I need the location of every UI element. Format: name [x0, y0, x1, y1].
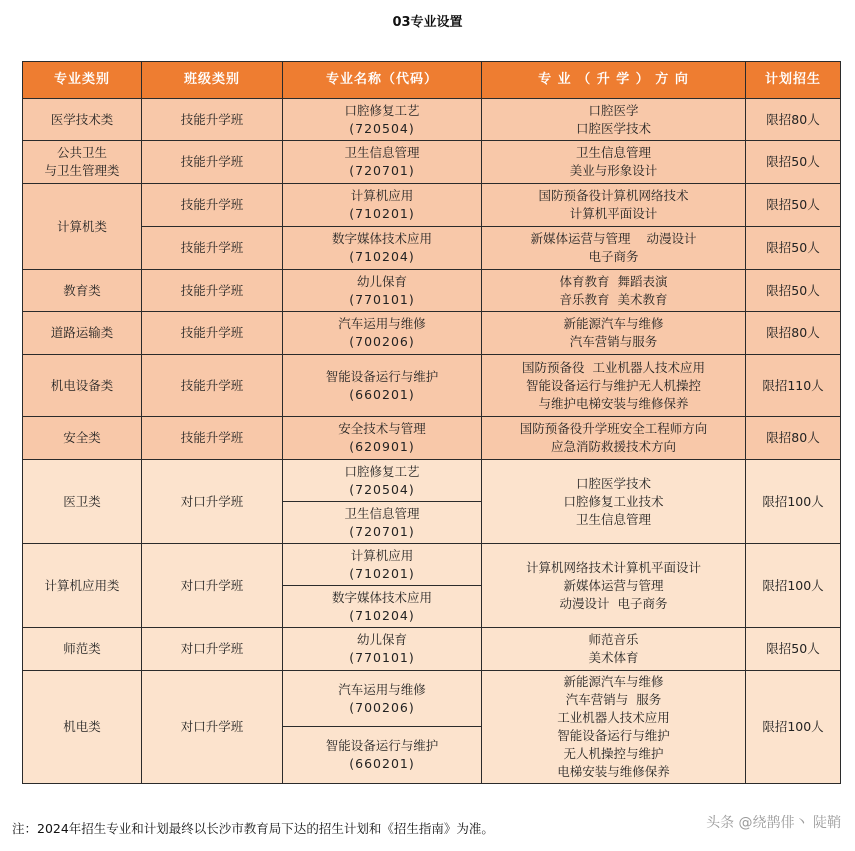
major-cell	[283, 544, 482, 586]
direction-cell	[482, 355, 746, 417]
major-code: (710204)	[349, 607, 415, 623]
plan-cell: 限招80人	[746, 99, 841, 141]
plan-cell: 限招50人	[746, 227, 841, 270]
category-cell: 教育类	[23, 270, 142, 312]
major-cell	[283, 227, 482, 270]
major-name: 卫生信息管理	[344, 505, 420, 521]
table-row	[23, 417, 841, 460]
category-cell: 计算机应用类	[23, 544, 142, 628]
major-cell	[283, 99, 482, 141]
class-cell: 技能升学班	[142, 312, 283, 355]
class-cell: 技能升学班	[142, 417, 283, 460]
direction-line: 电梯安装与维修保养	[557, 764, 670, 779]
major-cell	[283, 355, 482, 417]
major-name: 汽车运用与维修	[338, 316, 426, 331]
direction-cell	[482, 99, 746, 141]
plan-cell: 限招100人	[746, 460, 841, 544]
header-category: 专业类别	[23, 62, 142, 99]
major-cell	[283, 312, 482, 355]
major-code: (710204)	[349, 249, 415, 264]
major-cell	[283, 417, 482, 460]
direction-line: 国防预备役升学班安全工程师方向	[519, 421, 708, 436]
plan-cell: 限招80人	[746, 417, 841, 460]
category-cell: 机电类	[23, 671, 142, 784]
major-code: (710201)	[349, 206, 415, 221]
major-name: 数字媒体技术应用	[331, 231, 432, 246]
major-code: (770101)	[349, 650, 415, 665]
direction-line: 智能设备运行与维护无人机操控	[525, 377, 701, 393]
direction-line: 计算机平面设计	[569, 206, 658, 221]
major-cell	[283, 270, 482, 312]
major-cell	[283, 586, 482, 628]
major-name: 安全技术与管理	[338, 421, 426, 436]
direction-line: 新媒体运营与管理	[563, 577, 664, 593]
header-direction: 专 业 （ 升 学 ） 方 向	[482, 62, 746, 99]
plan-cell: 限招80人	[746, 312, 841, 355]
category-cell: 道路运输类	[23, 312, 142, 355]
plan-cell: 限招50人	[746, 628, 841, 671]
direction-line: 美术体育	[588, 650, 639, 665]
major-name: 幼儿保育	[356, 632, 407, 647]
table-row	[23, 544, 841, 586]
major-cell	[283, 141, 482, 184]
direction-cell	[482, 417, 746, 460]
header-class: 班级类别	[142, 62, 283, 99]
plan-cell: 限招100人	[746, 544, 841, 628]
table-row	[23, 460, 841, 502]
direction-cell	[482, 227, 746, 270]
major-code: (620901)	[349, 439, 415, 454]
major-name: 幼儿保育	[356, 273, 407, 289]
header-major: 专业名称（代码）	[283, 62, 482, 99]
direction-line: 国防预备役计算机网络技术	[538, 188, 689, 203]
footnote: 注：2024年招生专业和计划最终以长沙市教育局下达的招生计划和《招生指南》为准。	[12, 821, 494, 836]
table-row	[23, 99, 841, 141]
plan-cell: 限招50人	[746, 141, 841, 184]
direction-cell	[482, 312, 746, 355]
table-row	[23, 628, 841, 671]
direction-line: 汽车营销与服务	[569, 334, 658, 349]
direction-line: 师范音乐	[588, 632, 639, 647]
class-cell: 对口升学班	[142, 671, 283, 784]
category-cell: 计算机类	[23, 184, 142, 270]
category-line: 公共卫生	[56, 145, 107, 160]
direction-cell	[482, 544, 746, 628]
direction-line: 口腔医学	[588, 102, 639, 118]
direction-line: 美业与形象设计	[569, 163, 658, 178]
major-cell	[283, 727, 482, 784]
major-name: 计算机应用	[350, 547, 414, 563]
major-code: (700206)	[349, 334, 415, 349]
plan-cell: 限招50人	[746, 184, 841, 227]
major-code: (720504)	[349, 120, 415, 136]
class-cell: 技能升学班	[142, 141, 283, 184]
major-table	[22, 61, 841, 784]
major-name: 计算机应用	[350, 188, 414, 203]
direction-line: 动漫设计 电子商务	[559, 595, 668, 611]
major-name: 卫生信息管理	[344, 145, 420, 160]
header-plan: 计划招生	[746, 62, 841, 99]
major-code: (720701)	[349, 163, 415, 178]
class-cell: 技能升学班	[142, 184, 283, 227]
direction-line: 工业机器人技术应用	[557, 710, 670, 725]
direction-line: 体育教育 舞蹈表演	[559, 273, 668, 289]
major-code: (660201)	[349, 756, 415, 771]
direction-cell	[482, 184, 746, 227]
watermark: 头条 @绕鹊俳丶 陡鞘	[706, 815, 841, 831]
major-cell	[283, 460, 482, 502]
class-cell: 对口升学班	[142, 628, 283, 671]
major-name: 口腔修复工艺	[344, 463, 420, 479]
table-header-row	[23, 62, 841, 99]
direction-line: 卫生信息管理	[575, 145, 651, 160]
direction-line: 智能设备运行与维护	[557, 728, 670, 743]
class-cell: 对口升学班	[142, 544, 283, 628]
plan-cell: 限招110人	[746, 355, 841, 417]
direction-line: 应急消防救援技术方向	[550, 439, 676, 454]
table-row	[23, 227, 841, 270]
category-line: 与卫生管理类	[44, 163, 120, 178]
direction-cell	[482, 270, 746, 312]
direction-line: 新能源汽车与维修	[563, 674, 664, 689]
table-row	[23, 312, 841, 355]
major-cell	[283, 628, 482, 671]
direction-line: 新媒体运营与管理 动漫设计	[530, 231, 697, 246]
major-code: (660201)	[349, 386, 415, 402]
direction-line: 口腔医学技术	[575, 475, 651, 491]
direction-line: 口腔修复工业技术	[563, 493, 664, 509]
class-cell: 技能升学班	[142, 99, 283, 141]
table-row	[23, 355, 841, 417]
major-cell	[283, 184, 482, 227]
direction-line: 计算机网络技术计算机平面设计	[525, 559, 701, 575]
class-cell: 对口升学班	[142, 460, 283, 544]
category-cell	[23, 141, 142, 184]
table-row	[23, 184, 841, 227]
direction-line: 新能源汽车与维修	[563, 316, 664, 331]
category-cell: 师范类	[23, 628, 142, 671]
category-cell: 安全类	[23, 417, 142, 460]
page-title: 03专业设置	[392, 15, 463, 30]
plan-cell: 限招50人	[746, 270, 841, 312]
major-code: (700206)	[349, 699, 415, 715]
direction-line: 电子商务	[588, 249, 639, 264]
direction-line: 与维护电梯安装与维修保养	[538, 395, 689, 411]
direction-line: 无人机操控与维护	[563, 746, 664, 761]
category-cell: 机电设备类	[23, 355, 142, 417]
major-code: (770101)	[349, 291, 415, 307]
major-code: (720504)	[349, 481, 415, 497]
major-name: 口腔修复工艺	[344, 102, 420, 118]
table-row	[23, 270, 841, 312]
major-name: 汽车运用与维修	[338, 681, 426, 697]
plan-cell: 限招100人	[746, 671, 841, 784]
direction-cell	[482, 460, 746, 544]
major-name: 智能设备运行与维护	[325, 738, 439, 753]
major-cell	[283, 502, 482, 544]
major-cell	[283, 671, 482, 727]
direction-cell	[482, 671, 746, 784]
direction-line: 卫生信息管理	[575, 511, 651, 527]
major-name: 智能设备运行与维护	[325, 368, 439, 384]
major-code: (720701)	[349, 523, 415, 539]
table-row	[23, 671, 841, 727]
major-code: (710201)	[349, 565, 415, 581]
direction-line: 口腔医学技术	[575, 120, 651, 136]
direction-cell	[482, 628, 746, 671]
direction-line: 音乐教育 美术教育	[559, 291, 668, 307]
major-name: 数字媒体技术应用	[331, 589, 432, 605]
category-cell: 医卫类	[23, 460, 142, 544]
direction-line: 汽车营销与 服务	[565, 692, 662, 707]
table-row	[23, 141, 841, 184]
class-cell: 技能升学班	[142, 227, 283, 270]
class-cell: 技能升学班	[142, 270, 283, 312]
class-cell: 技能升学班	[142, 355, 283, 417]
direction-cell	[482, 141, 746, 184]
category-cell: 医学技术类	[23, 99, 142, 141]
direction-line: 国防预备役 工业机器人技术应用	[522, 359, 705, 375]
